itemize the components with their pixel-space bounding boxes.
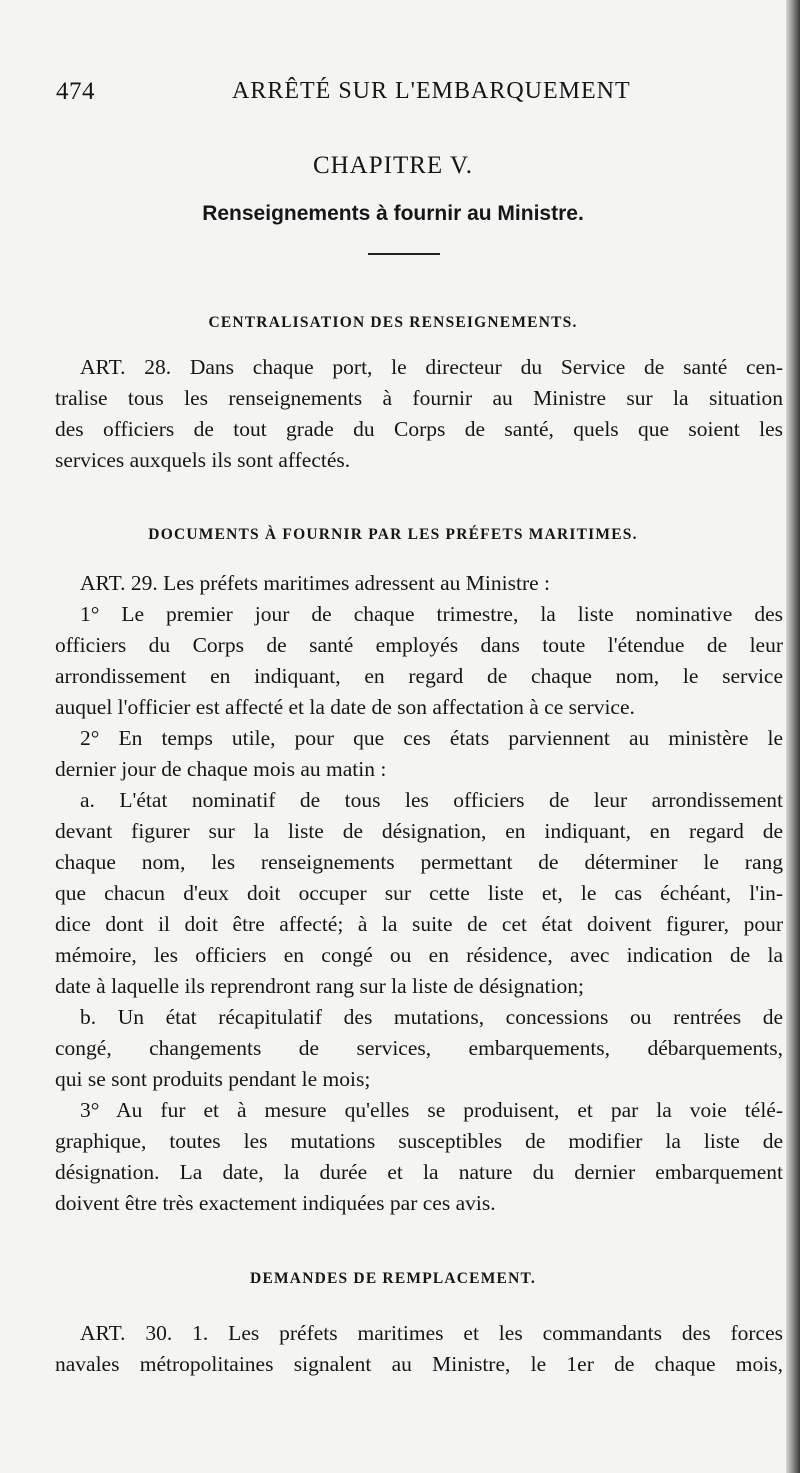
text-line: devant figurer sur la liste de désignation, en indiquant, en regard de (55, 819, 783, 843)
text-line: que chacun d'eux doit occuper sur cette liste et, le cas échéant, l'in- (55, 881, 783, 905)
chapter-title: CHAPITRE V. (312, 152, 474, 179)
article-29 (55, 568, 783, 1219)
text-line: des officiers de tout grade du Corps de santé, quels que soient les (55, 417, 783, 441)
separator-rule (368, 253, 440, 255)
text-line: b. Un état récapitulatif des mutations, concessions ou rentrées de (80, 1005, 783, 1029)
article-28 (55, 352, 783, 476)
text-line: désignation. La date, la durée et la nature du dernier embarquement (55, 1160, 783, 1184)
running-head: ARRÊTÉ SUR L'EMBARQUEMENT (232, 78, 631, 104)
text-line: a. L'état nominatif de tous les officiers de leur arrondissement (80, 788, 783, 812)
page-edge-shadow (786, 0, 800, 1473)
article-30 (55, 1318, 783, 1380)
text-line: arrondissement en indiquant, en regard de chaque nom, le service (55, 664, 783, 688)
text-line: services auxquels ils sont affectés. (55, 448, 351, 472)
text-line: tralise tous les renseignements à fournir au Ministre sur la situation (55, 386, 783, 410)
section-heading-documents: DOCUMENTS À FOURNIR PAR LES PRÉFETS MARITIMES. (148, 526, 638, 543)
text-line: dernier jour de chaque mois au matin : (55, 757, 387, 781)
chapter-subtitle: Renseignements à fournir au Ministre. (202, 202, 584, 225)
text-line: officiers du Corps de santé employés dans toute l'étendue de leur (55, 633, 783, 657)
text-line: chaque nom, les renseignements permettant de déterminer le rang (55, 850, 783, 874)
text-line: date à laquelle ils reprendront rang sur la liste de désignation; (55, 974, 584, 998)
text-line: congé, changements de services, embarquements, débarquements, (55, 1036, 783, 1060)
text-line: mémoire, les officiers en congé ou en résidence, avec indication de la (55, 943, 783, 967)
text-line: qui se sont produits pendant le mois; (55, 1067, 371, 1091)
text-line: auquel l'officier est affecté et la date de son affectation à ce service. (55, 695, 635, 719)
text-line: 3° Au fur et à mesure qu'elles se produisent, et par la voie télé- (80, 1098, 783, 1122)
text-line: ART. 28. Dans chaque port, le directeur du Service de santé cen- (80, 355, 783, 379)
text-line: 1° Le premier jour de chaque trimestre, la liste nominative des (80, 602, 783, 626)
text-line: 2° En temps utile, pour que ces états parviennent au ministère le (80, 726, 783, 750)
text-line: ART. 29. Les préfets maritimes adressent au Ministre : (80, 571, 550, 595)
text-line: dice dont il doit être affecté; à la suite de cet état doivent figurer, pour (55, 912, 783, 936)
text-line: doivent être très exactement indiquées par ces avis. (55, 1191, 496, 1215)
text-line: ART. 30. 1. Les préfets maritimes et les commandants des forces (80, 1321, 783, 1345)
section-heading-centralisation: CENTRALISATION DES RENSEIGNEMENTS. (208, 314, 578, 331)
text-line: graphique, toutes les mutations susceptibles de modifier la liste de (55, 1129, 783, 1153)
page-header (56, 78, 744, 112)
page-number: 474 (56, 78, 95, 105)
section-heading-demandes: DEMANDES DE REMPLACEMENT. (250, 1270, 536, 1287)
text-line: navales métropolitaines signalent au Ministre, le 1er de chaque mois, (55, 1352, 783, 1376)
